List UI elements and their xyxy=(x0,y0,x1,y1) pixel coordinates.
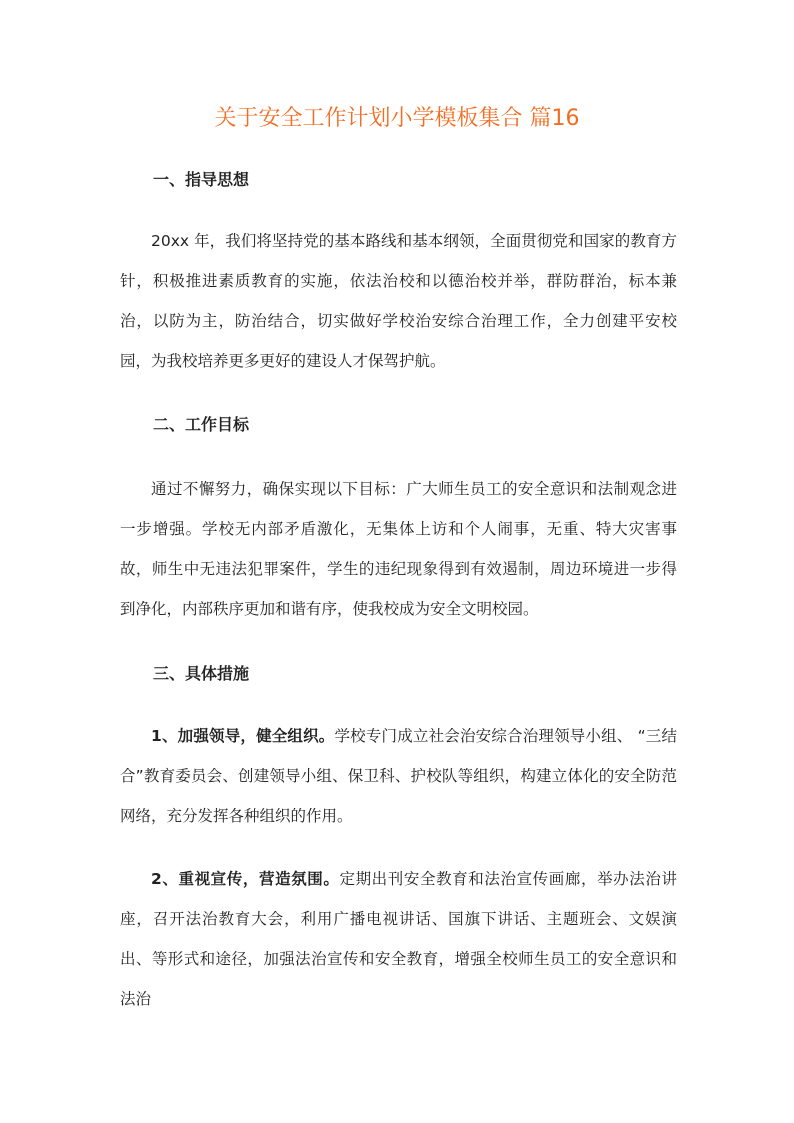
paragraph-text: 定期出刊安全教育和法治宣传画廊，举办法治讲座，召开法治教育大会，利用广播电视讲话、国旗下讲话、主题班会、文娱演出、等形式和途径，加强法治宣传和安全教育，增强全校师生员工的安全意识和法治 xyxy=(120,870,677,1008)
document-title: 关于安全工作计划小学模板集合 篇16 xyxy=(214,106,580,131)
paragraph-lead: 1、加强领导，健全组织。 xyxy=(151,727,335,745)
section-heading-guiding-ideology: 一、指导思想 xyxy=(153,170,250,189)
paragraph-lead: 2、重视宣传，营造氛围。 xyxy=(151,870,340,888)
paragraph-measure-2 xyxy=(120,859,677,1019)
paragraph-text: 20xx 年，我们将坚持党的基本路线和基本纲领，全面贯彻党和国家的教育方针，积极推进素质教育的实施，依法治校和以德治校并举，群防群治，标本兼治，以防为主，防治结合，切实做好学校治安综合治理工作，全力创建平安校园，为我校培养更多更好的建设人才保驾护航。 xyxy=(120,232,677,370)
section-heading-specific-measures: 三、具体措施 xyxy=(153,664,250,683)
paragraph-text: 学校专门成立社会治安综合治理领导小组、 “三结合”教育委员会、创建领导小组、保卫科、护校队等组织，构建立体化的安全防范网络，充分发挥各种组织的作用。 xyxy=(120,727,677,825)
paragraph-work-goals xyxy=(120,469,677,629)
paragraph-measure-1 xyxy=(120,716,677,836)
section-heading-work-goals: 二、工作目标 xyxy=(153,415,250,434)
paragraph-text: 通过不懈努力，确保实现以下目标：广大师生员工的安全意识和法制观念进一步增强。学校无内部矛盾激化，无集体上访和个人闹事，无重、特大灾害事故，师生中无违法犯罪案件，学生的违纪现象得到有效遏制，周边环境进一步得到净化，内部秩序更加和谐有序，使我校成为安全文明校园。 xyxy=(120,480,677,618)
paragraph-guiding-ideology xyxy=(120,221,677,381)
